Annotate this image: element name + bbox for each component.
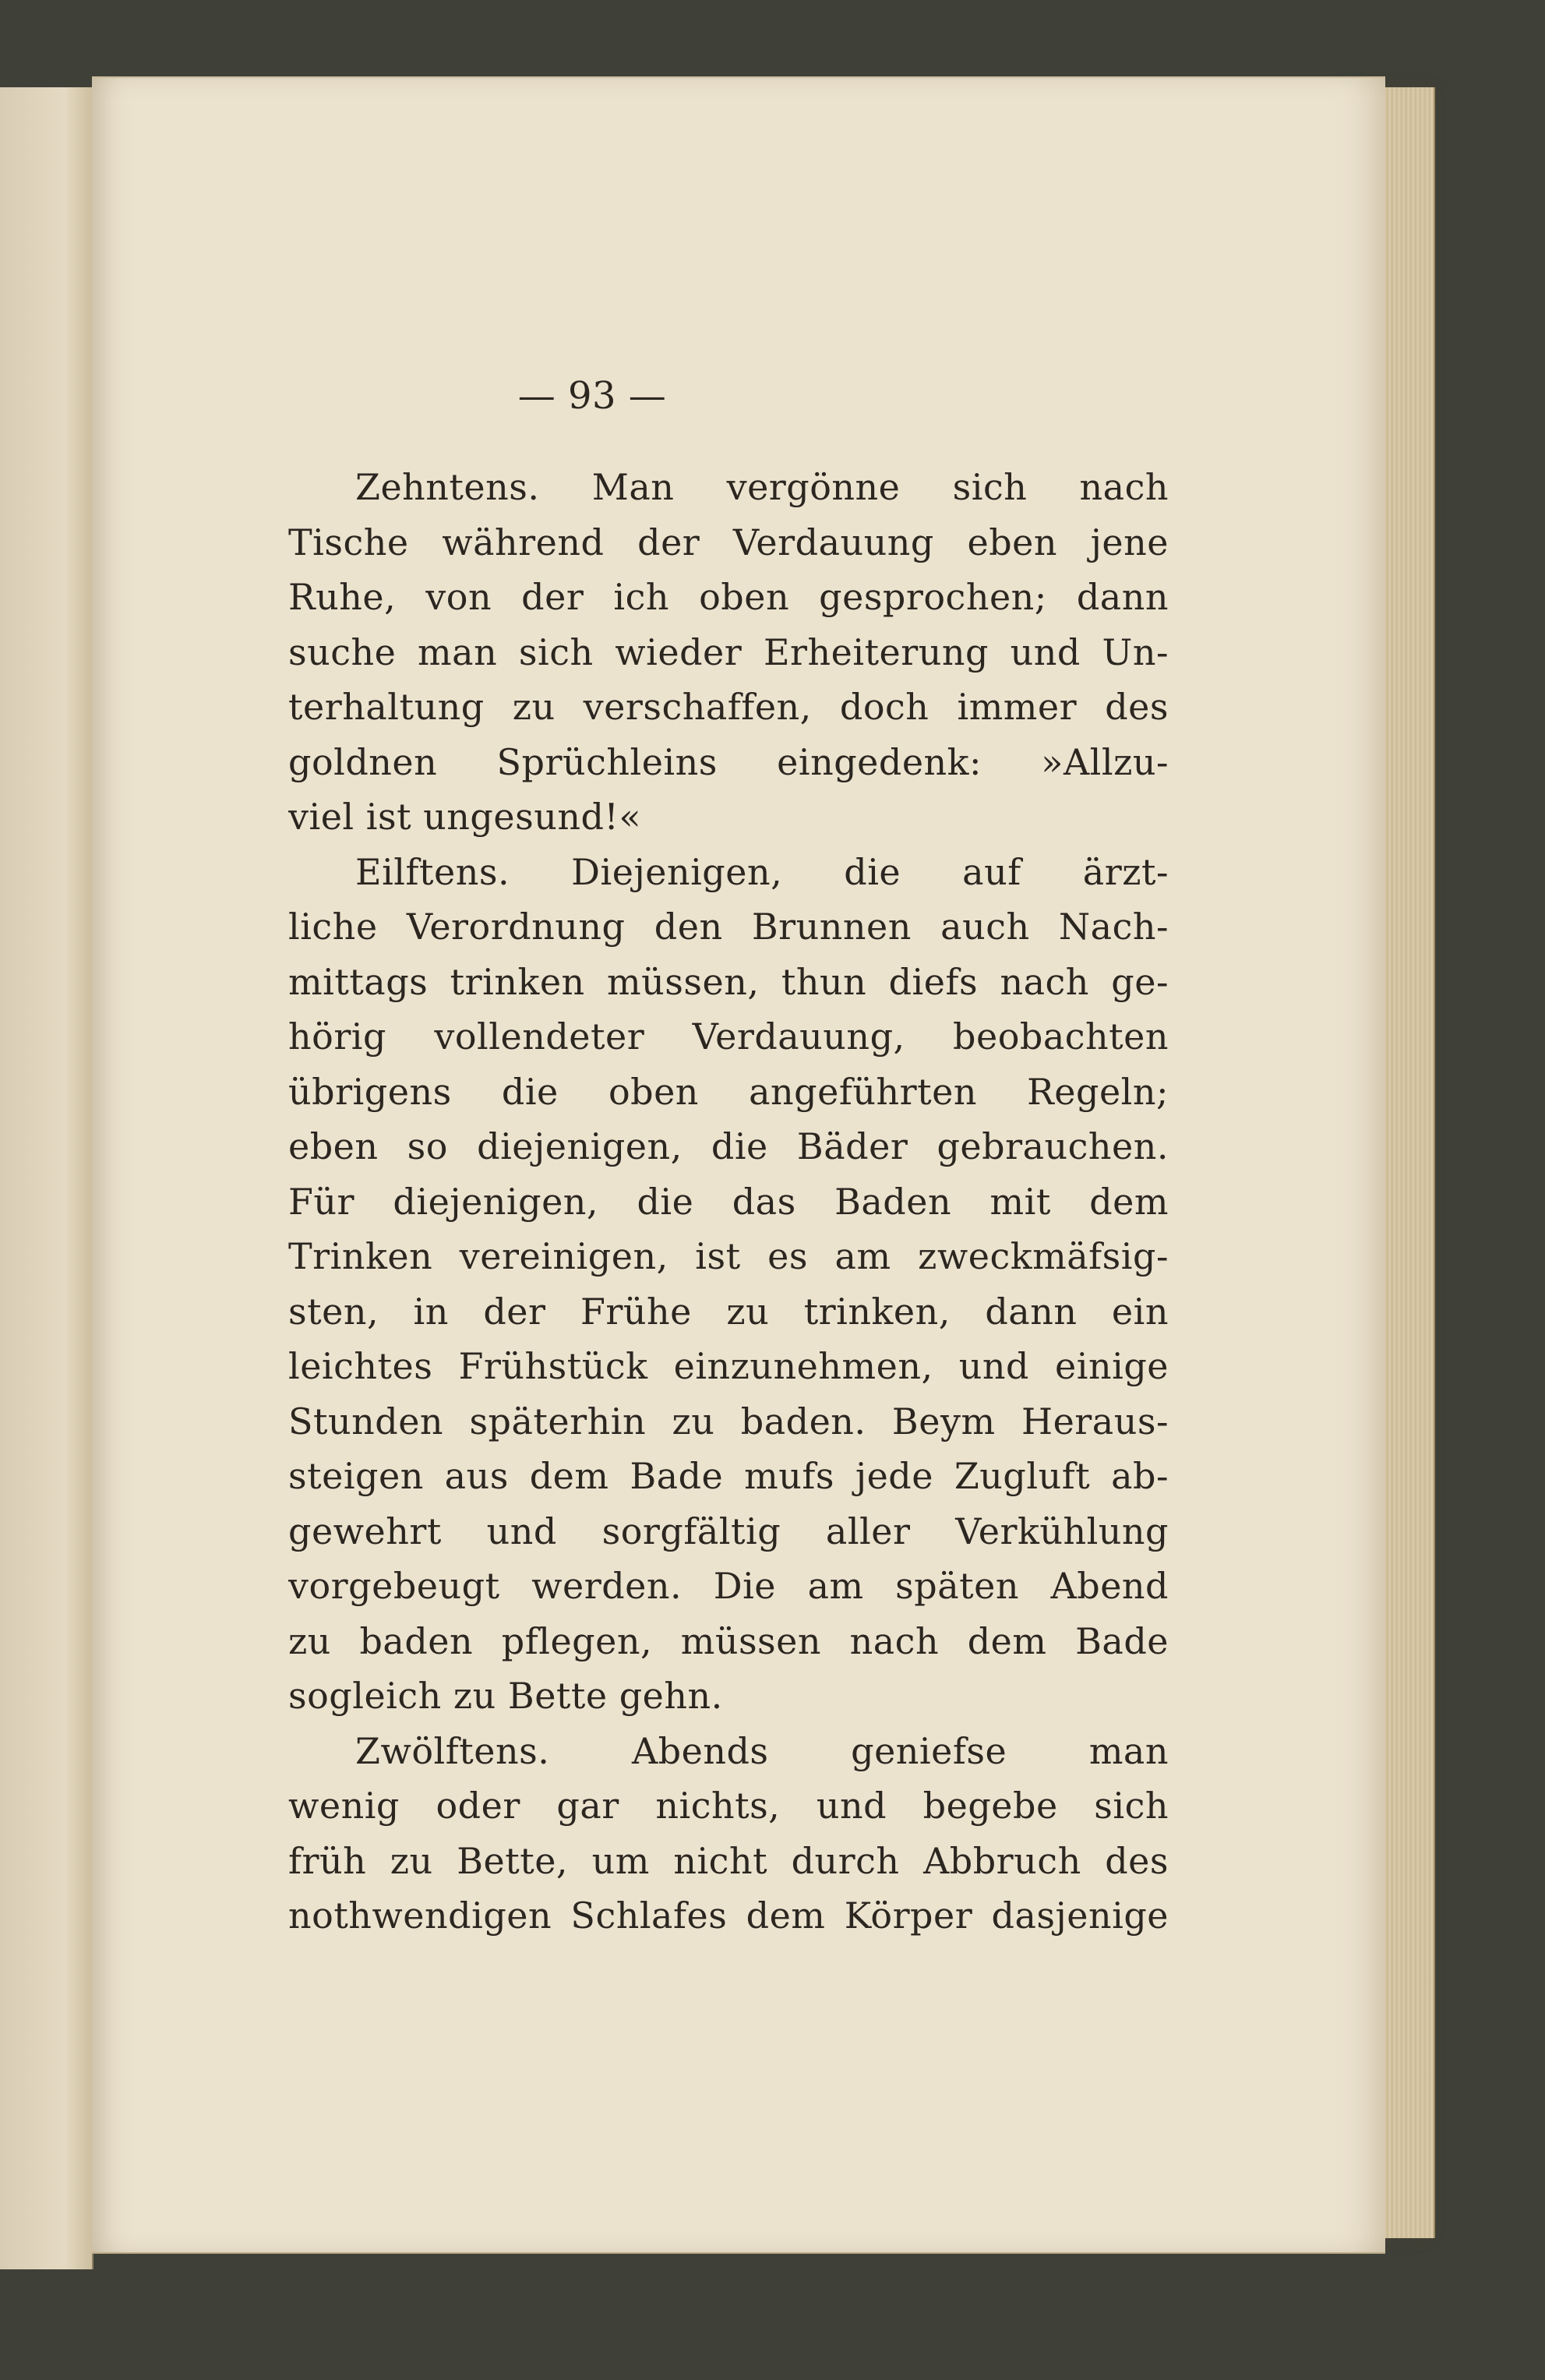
previous-page-edge [0, 87, 93, 2269]
book-page [92, 76, 1385, 2254]
text-line: viel ist ungesund!« [288, 796, 642, 838]
text-line: wenig oder gar nichts, und begebe sich [288, 1785, 1169, 1827]
text-line: Eilftens. Diejenigen, die auf ärzt- [355, 850, 1169, 893]
text-lines [288, 460, 1169, 1944]
text-line: sogleich zu Bette gehn. [288, 1675, 723, 1717]
text-line: terhaltung zu verschaffen, doch immer des [288, 686, 1169, 728]
text-line: gewehrt und sorgfältig aller Verkühlung [288, 1510, 1169, 1552]
text-line: liche Verordnung den Brunnen auch Nach- [288, 906, 1169, 948]
page-number: — 93 — [517, 374, 667, 418]
text-line: suche man sich wieder Erheiterung und Un- [288, 630, 1169, 673]
text-line: Stunden späterhin zu baden. Beym Heraus- [288, 1400, 1169, 1442]
text-line: eben so diejenigen, die Bäder gebrauchen. [288, 1125, 1169, 1167]
text-line: Zehntens. Man vergönne sich nach [355, 466, 1169, 508]
text-line: steigen aus dem Bade mufs jede Zugluft ab- [288, 1455, 1169, 1497]
text-line: Tische während der Verdauung eben jene [288, 521, 1169, 563]
text-line: übrigens die oben angeführten Regeln; [288, 1070, 1169, 1113]
text-line: früh zu Bette, um nicht durch Abbruch des [288, 1839, 1169, 1882]
text-line: goldnen Sprüchleins eingedenk: »Allzu- [288, 740, 1169, 783]
text-line: hörig vollendeter Verdauung, beobachten [288, 1015, 1169, 1058]
text-line: vorgebeugt werden. Die am späten Abend [288, 1565, 1169, 1607]
text-line: Für diejenigen, die das Baden mit dem [288, 1180, 1169, 1223]
text-line: Zwölftens. Abends geniefse man [355, 1729, 1169, 1772]
text-line: Ruhe, von der ich oben gesprochen; dann [288, 576, 1169, 618]
text-line: sten, in der Frühe zu trinken, dann ein [288, 1290, 1169, 1333]
text-line: zu baden pflegen, müssen nach dem Bade [288, 1619, 1169, 1662]
text-line: nothwendigen Schlafes dem Körper dasjenige [288, 1894, 1169, 1937]
text-line: leichtes Frühstück einzunehmen, und einige [288, 1345, 1169, 1387]
text-line: Trinken vereinigen, ist es am zweckmäfsig- [288, 1235, 1169, 1277]
text-line: mittags trinken müssen, thun diefs nach ge- [288, 960, 1169, 1003]
